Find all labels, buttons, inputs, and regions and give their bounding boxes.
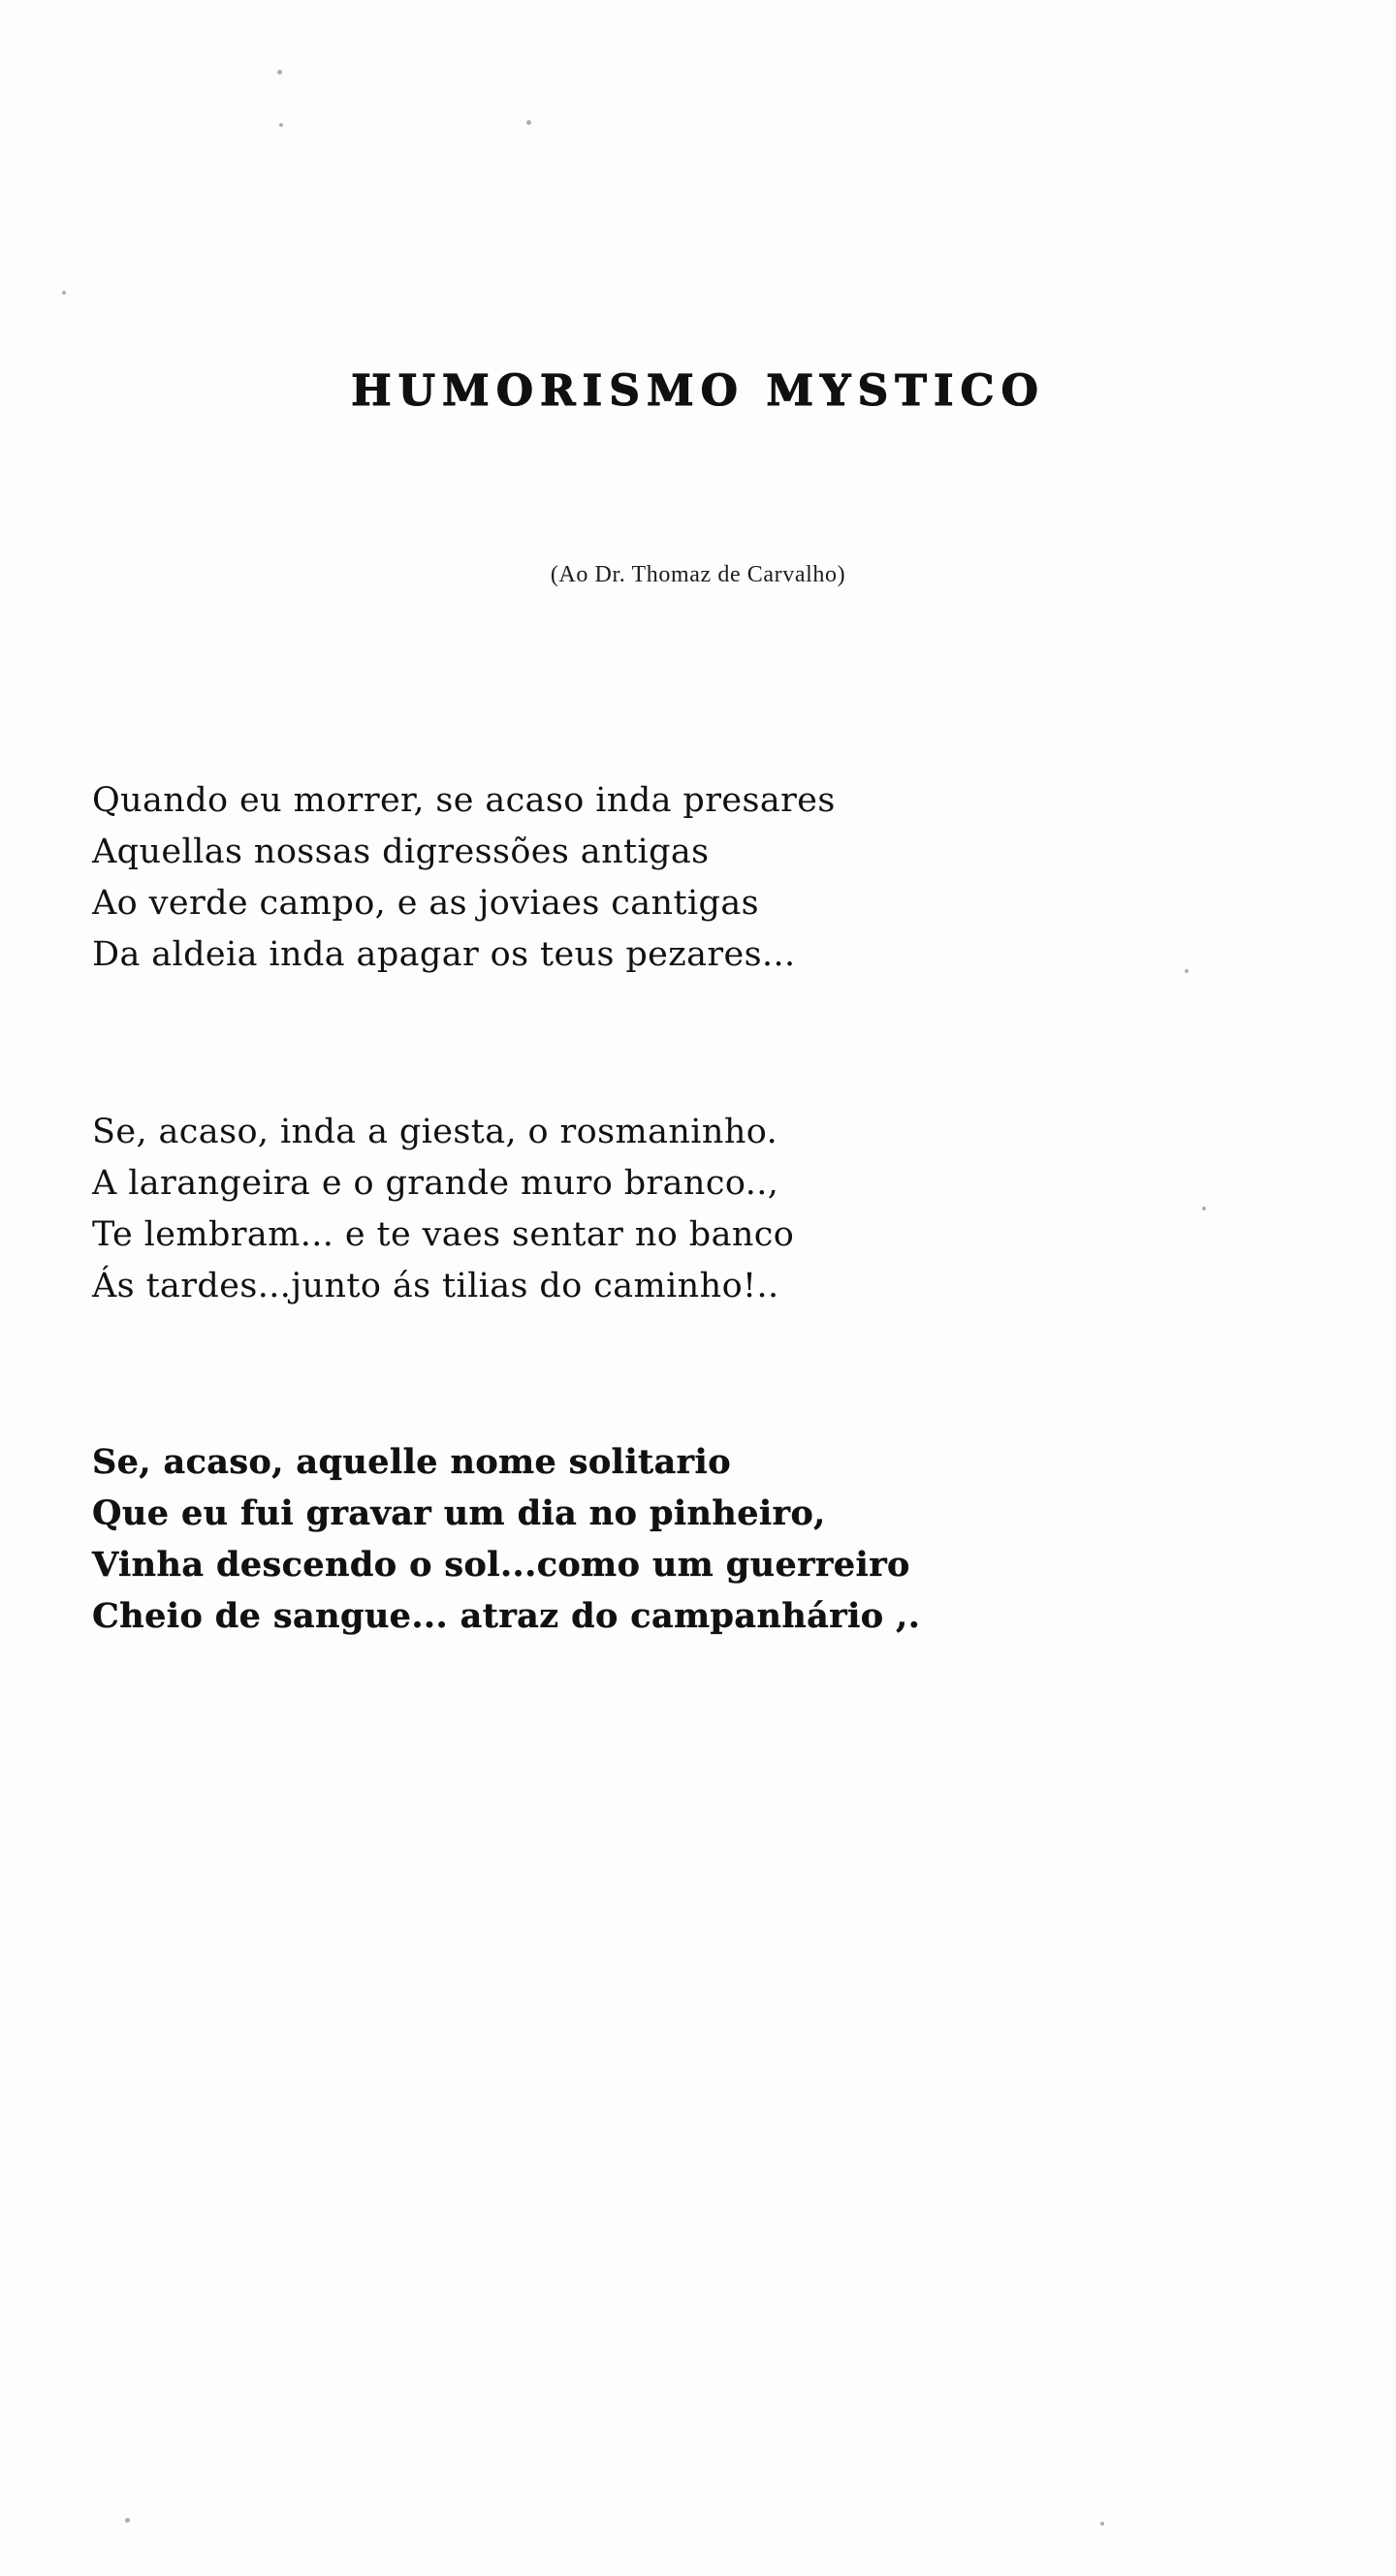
stanza [92,1436,1304,1642]
stanza [92,775,1304,981]
speck-mark [526,120,531,125]
poem-line: Da aldeia inda apagar os teus pezares... [92,935,796,974]
poem-line: Ao verde campo, e as joviaes cantigas [92,884,759,923]
speck-mark [277,70,282,75]
speck-mark [62,291,66,295]
stanza [92,1107,1304,1312]
poem-line: Que eu fui gravar um dia no pinheiro, [92,1493,826,1533]
speck-mark [125,2518,130,2523]
poem-line: Aquellas nossas digressões antigas [92,832,710,871]
poem-line: Ás tardes...junto ás tilias do caminho!.. [92,1267,779,1305]
poem-line: Quando eu morrer, se acaso inda presares [92,781,836,820]
poem-line: Te lembram... e te vaes sentar no banco [92,1215,795,1254]
page-title: HUMORISMO MYSTICO [351,366,1045,416]
poem-body [92,775,1304,1729]
poem-line: Cheio de sangue... atraz do campanhário ,. [92,1596,921,1636]
poem-line: Se, acaso, aquelle nome solitario [92,1442,731,1482]
dedication-line: (Ao Dr. Thomaz de Carvalho) [550,562,846,587]
speck-mark [279,123,283,127]
poem-line: Se, acaso, inda a giesta, o rosmaninho. [92,1113,778,1151]
speck-mark [1100,2522,1104,2526]
poem-line: A larangeira e o grande muro branco.., [92,1164,779,1203]
poem-line: Vinha descendo o sol...como um guerreiro [92,1545,910,1585]
